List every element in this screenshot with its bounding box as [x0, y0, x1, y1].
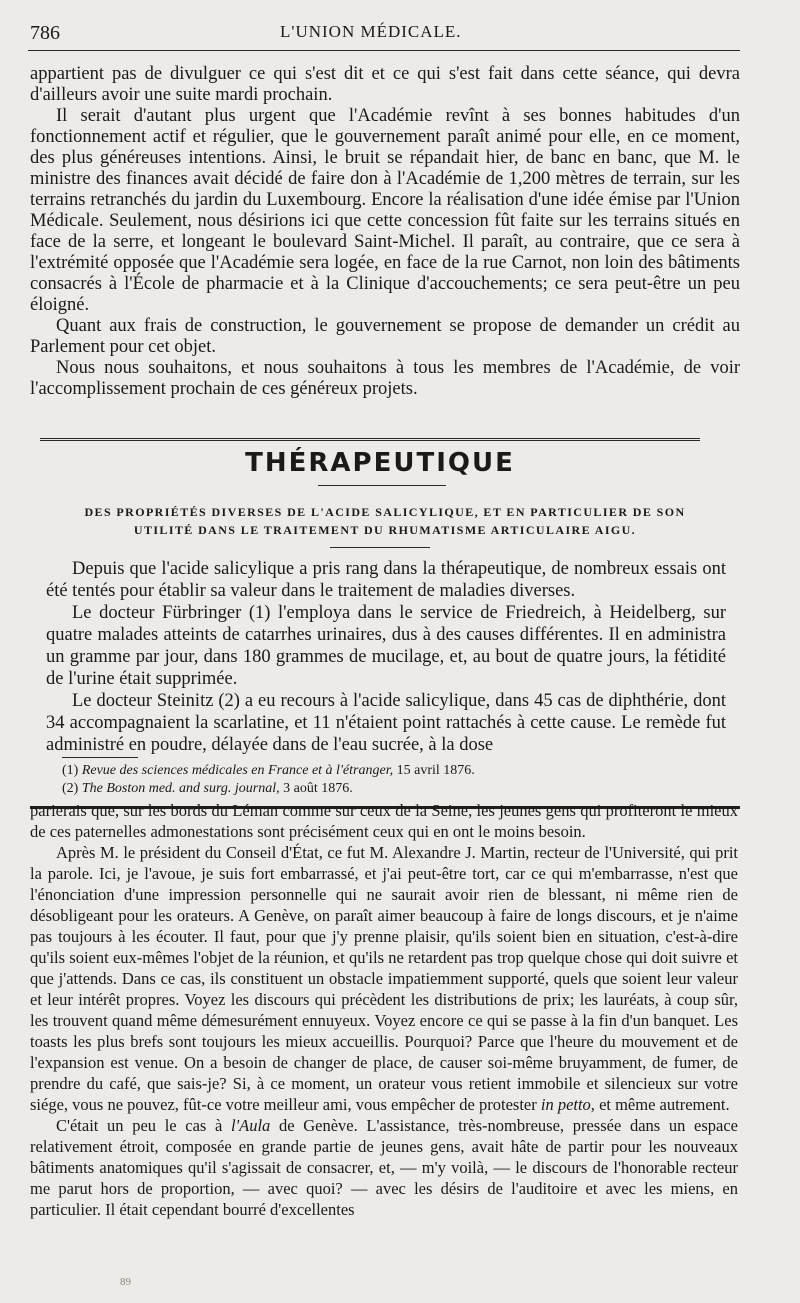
paragraph	[30, 1115, 738, 1220]
paragraph: Le docteur Steinitz (2) a eu recours à l'acide salicylique, dans 45 cas de diphthérie, dont 34 accompagnaient la scarlatine, et 11 n'étaient point rattachés à cette cause. Le remède fut administré en poudre, délayée dans de l'eau sucrée, à la dose	[46, 691, 726, 755]
subheading-rule	[330, 547, 430, 548]
footnote-source: Revue des sciences médicales en France et à l'étranger,	[81, 763, 394, 778]
paragraph: Quant aux frais de construction, le gouvernement se propose de demander un crédit au Parlement pour cet objet.	[30, 316, 740, 357]
therapeutics-article	[46, 558, 726, 756]
title-underline	[318, 485, 446, 486]
page-number: 786	[30, 22, 60, 44]
footnote-number: (2)	[62, 781, 79, 796]
footnote-source: The Boston med. and surg. journal,	[81, 781, 280, 796]
text-run: C'était un peu le cas à	[56, 1116, 223, 1135]
footer-mark: 89	[120, 1276, 131, 1288]
italic-phrase: in petto,	[540, 1095, 595, 1114]
page-header	[30, 18, 776, 46]
footnote	[62, 762, 732, 780]
paragraph: parierais que, sur les bords du Léman comme sur ceux de la Seine, les jeunes gens qui profiteront le mieux de ces paternelles admonestations sont précisément ceux qui en ont le moins besoin.	[30, 801, 738, 841]
footnote	[62, 780, 732, 798]
italic-phrase: l'Aula	[231, 1116, 271, 1135]
footnote-date: 15 avril 1876.	[396, 763, 475, 778]
article-subheading	[40, 503, 730, 539]
paragraph: Depuis que l'acide salicylique a pris rang dans la thérapeutique, de nombreux essais ont été tentés pour établir sa valeur dans le traitement de maladies diverses.	[46, 559, 726, 601]
text-run: et même autrement.	[599, 1095, 730, 1114]
section-title: THÉRAPEUTIQUE	[245, 448, 515, 478]
subheading-line: DES PROPRIÉTÉS DIVERSES DE L'ACIDE SALICYLIQUE, ET EN PARTICULIER DE SON	[84, 505, 686, 519]
text-run: de Genève. L'assistance, très-nombreuse, pressée dans un espace relativement étroit, composée en grande partie de jeunes gens, avait hâte de partir pour les nouveaux bâtiments anatomiques qu'il s'agissait de consacrer, et, — m'y voilà, — le discours de l'honorable recteur me parut hors de proportion, — avec quoi? — avec les désirs de l'auditoire et avec les miens, en particulier. Il était cependant bourré d'excellentes	[30, 1116, 738, 1219]
feuilleton-article	[30, 800, 738, 1220]
header-rule	[28, 50, 740, 51]
footnote-rule	[62, 757, 138, 758]
paragraph: Le docteur Fürbringer (1) l'employa dans le service de Friedreich, à Heidelberg, sur quatre malades atteints de catarrhes urinaires, dus à des causes différentes. Il en administra un gramme par jour, dans 180 grammes de mucilage, et, au bout de quatre jours, la fétidité de l'urine était supprimée.	[46, 603, 726, 689]
paragraph: Nous nous souhaitons, et nous souhaitons à tous les membres de l'Académie, de voir l'accomplissement prochain de ces généreux projets.	[30, 358, 740, 399]
subheading-line: UTILITÉ DANS LE TRAITEMENT DU RHUMATISME ARTICULAIRE AIGU.	[133, 523, 637, 537]
footnotes	[62, 762, 732, 798]
paragraph: Il serait d'autant plus urgent que l'Académie revînt à ses bonnes habitudes d'un fonctionnement actif et régulier, que le gouvernement paraît animé pour elle, en ce moment, des plus généreuses intentions. Ainsi, le bruit se répandait hier, de banc en banc, que M. le ministre des finances avait décidé de faire don à l'Académie de 1,200 mètres de terrain, sur les terrains retranchés du jardin du Luxembourg. Encore la réalisation d'une idée émise par l'Union Médicale. Seulement, nous désirions ici que cette concession fût faite sur les terrains situés en face de la serre, et longeant le boulevard Saint-Michel. Il paraît, au contraire, que ce sera à l'extrémité opposée que l'Académie sera logée, en face de la rue Carnot, non loin des bâtiments consacrés à l'École de pharmacie et à la Clinique d'accouchements; ce sera peut-être un peu éloigné.	[30, 106, 740, 315]
academy-article	[30, 64, 740, 400]
footnote-date: 3 août 1876.	[283, 781, 353, 796]
section-rule	[40, 438, 700, 441]
text-run: Après M. le président du Conseil d'État, ce fut M. Alexandre J. Martin, recteur de l'Université, qui prit la parole. Ici, je l'avoue, je suis fort embarrassé, et j'ai peut-être tort, car ce qui m'embarrasse, n'est que l'énonciation d'une impression personnelle qui ne saurait avoir rien de blessant, ni même rien de désobligeant pour les orateurs. A Genève, on paraît aimer beaucoup à faire de longs discours, et je n'aime pas toujours à les écouter. Il faut, pour que j'y prenne plaisir, qu'ils soient bien en situation, c'est-à-dire qu'ils soient eux-mêmes l'objet de la réunion, et qu'ils ne retardent pas trop quelque chose qui doit suivre et que j'attends. Dans ce cas, ils constituent un obstacle impatiemment supporté, quels que soient leur valeur et leur intérêt propres. Voyez les discours qui précèdent les distributions de prix; les lauréats, à coup sûr, les trouvent quand même démesurément ennuyeux. Voyez encore ce qui se passe à la fin d'un banquet. Les toasts les plus brefs sont toujours les mieux accueillis. Pourquoi? Parce que l'heure du mouvement et de l'expansion est venue. On a besoin de changer de place, de causer soi-même bruyamment, de fumer, de prendre du café, que sais-je? Si, à ce moment, un orateur vous retient immobile et silencieux sur votre siége, vous ne pouvez, fût-ce votre meilleur ami, vous empêcher de protester	[30, 843, 738, 1114]
paragraph	[30, 842, 738, 1115]
paragraph: appartient pas de divulguer ce qui s'est dit et ce qui s'est fait dans cette séance, qui devra d'ailleurs avoir une suite mardi prochain.	[30, 64, 740, 105]
running-title: L'UNION MÉDICALE.	[280, 22, 462, 41]
footnote-number: (1)	[62, 763, 79, 778]
